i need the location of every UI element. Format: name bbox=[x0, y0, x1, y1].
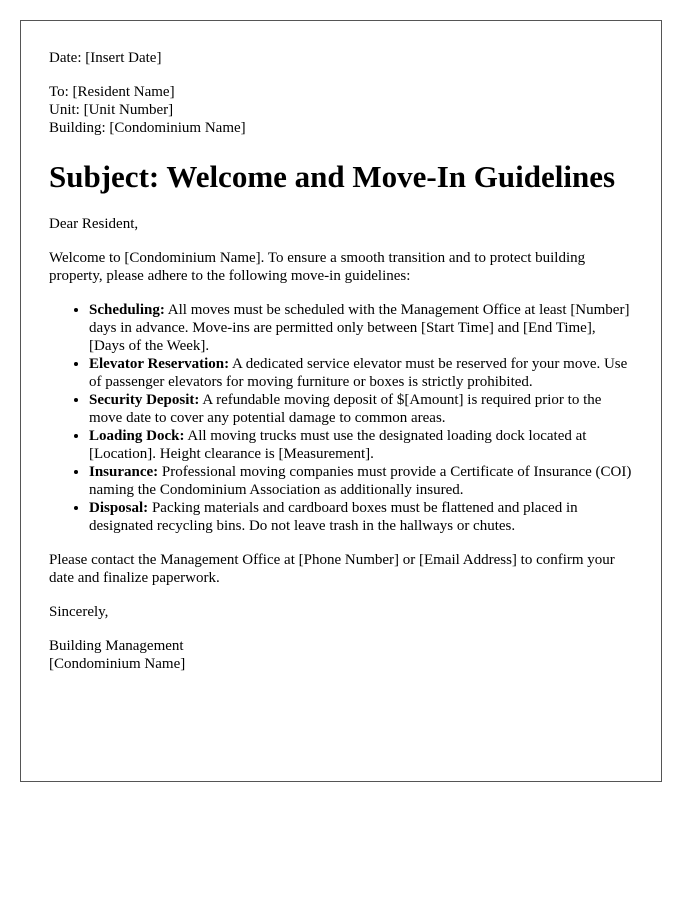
signature-line-1: Building Management bbox=[49, 638, 184, 654]
guideline-text: A dedicated service elevator must be reserved for your move. Use of passenger elevators for moving furniture or boxes is strictly prohibited. bbox=[89, 356, 628, 390]
intro-paragraph: Welcome to [Condominium Name]. To ensure a smooth transition and to protect building property, please adhere to the following move-in guidelines: bbox=[49, 250, 586, 284]
greeting: Dear Resident, bbox=[49, 216, 139, 232]
guideline-item bbox=[89, 499, 633, 535]
signature-line-2: [Condominium Name] bbox=[49, 656, 186, 672]
guideline-text: All moves must be scheduled with the Management Office at least [Number] days in advance. Move-ins are permitted only between [Start Time] and [End Time], [Days of the Week]. bbox=[89, 302, 630, 354]
guideline-label: Elevator Reservation: bbox=[89, 356, 230, 372]
guideline-label: Security Deposit: bbox=[89, 392, 200, 408]
guideline-text: A refundable moving deposit of $[Amount] is required prior to the move date to cover any potential damage to common areas. bbox=[89, 392, 602, 426]
guideline-item bbox=[89, 301, 633, 355]
guideline-label: Insurance: bbox=[89, 464, 159, 480]
guidelines-list bbox=[49, 301, 633, 535]
recipient-line: To: [Resident Name] bbox=[49, 84, 175, 100]
guideline-item bbox=[89, 355, 633, 391]
subject-heading: Subject: Welcome and Move-In Guidelines bbox=[49, 159, 616, 194]
contact-paragraph: Please contact the Management Office at [Phone Number] or [Email Address] to confirm your date and finalize paperwork. bbox=[49, 552, 615, 586]
guideline-label: Disposal: bbox=[89, 500, 149, 516]
guideline-text: Professional moving companies must provide a Certificate of Insurance (COI) naming the Condominium Association as additionally insured. bbox=[89, 464, 632, 498]
guideline-text: Packing materials and cardboard boxes must be flattened and placed in designated recycling bins. Do not leave trash in the hallways or chutes. bbox=[89, 500, 578, 534]
guideline-item bbox=[89, 427, 633, 463]
signature-block bbox=[49, 637, 633, 673]
building-line: Building: [Condominium Name] bbox=[49, 120, 246, 136]
date-line: Date: [Insert Date] bbox=[49, 50, 162, 66]
unit-line: Unit: [Unit Number] bbox=[49, 102, 174, 118]
guideline-label: Scheduling: bbox=[89, 302, 165, 318]
guideline-label: Loading Dock: bbox=[89, 428, 185, 444]
letter bbox=[20, 20, 662, 782]
closing: Sincerely, bbox=[49, 604, 109, 620]
letter-header bbox=[49, 49, 633, 67]
guideline-item bbox=[89, 463, 633, 499]
guideline-text: All moving trucks must use the designated loading dock located at [Location]. Height clearance is [Measurement]. bbox=[89, 428, 587, 462]
guideline-item bbox=[89, 391, 633, 427]
recipient-block bbox=[49, 83, 633, 137]
